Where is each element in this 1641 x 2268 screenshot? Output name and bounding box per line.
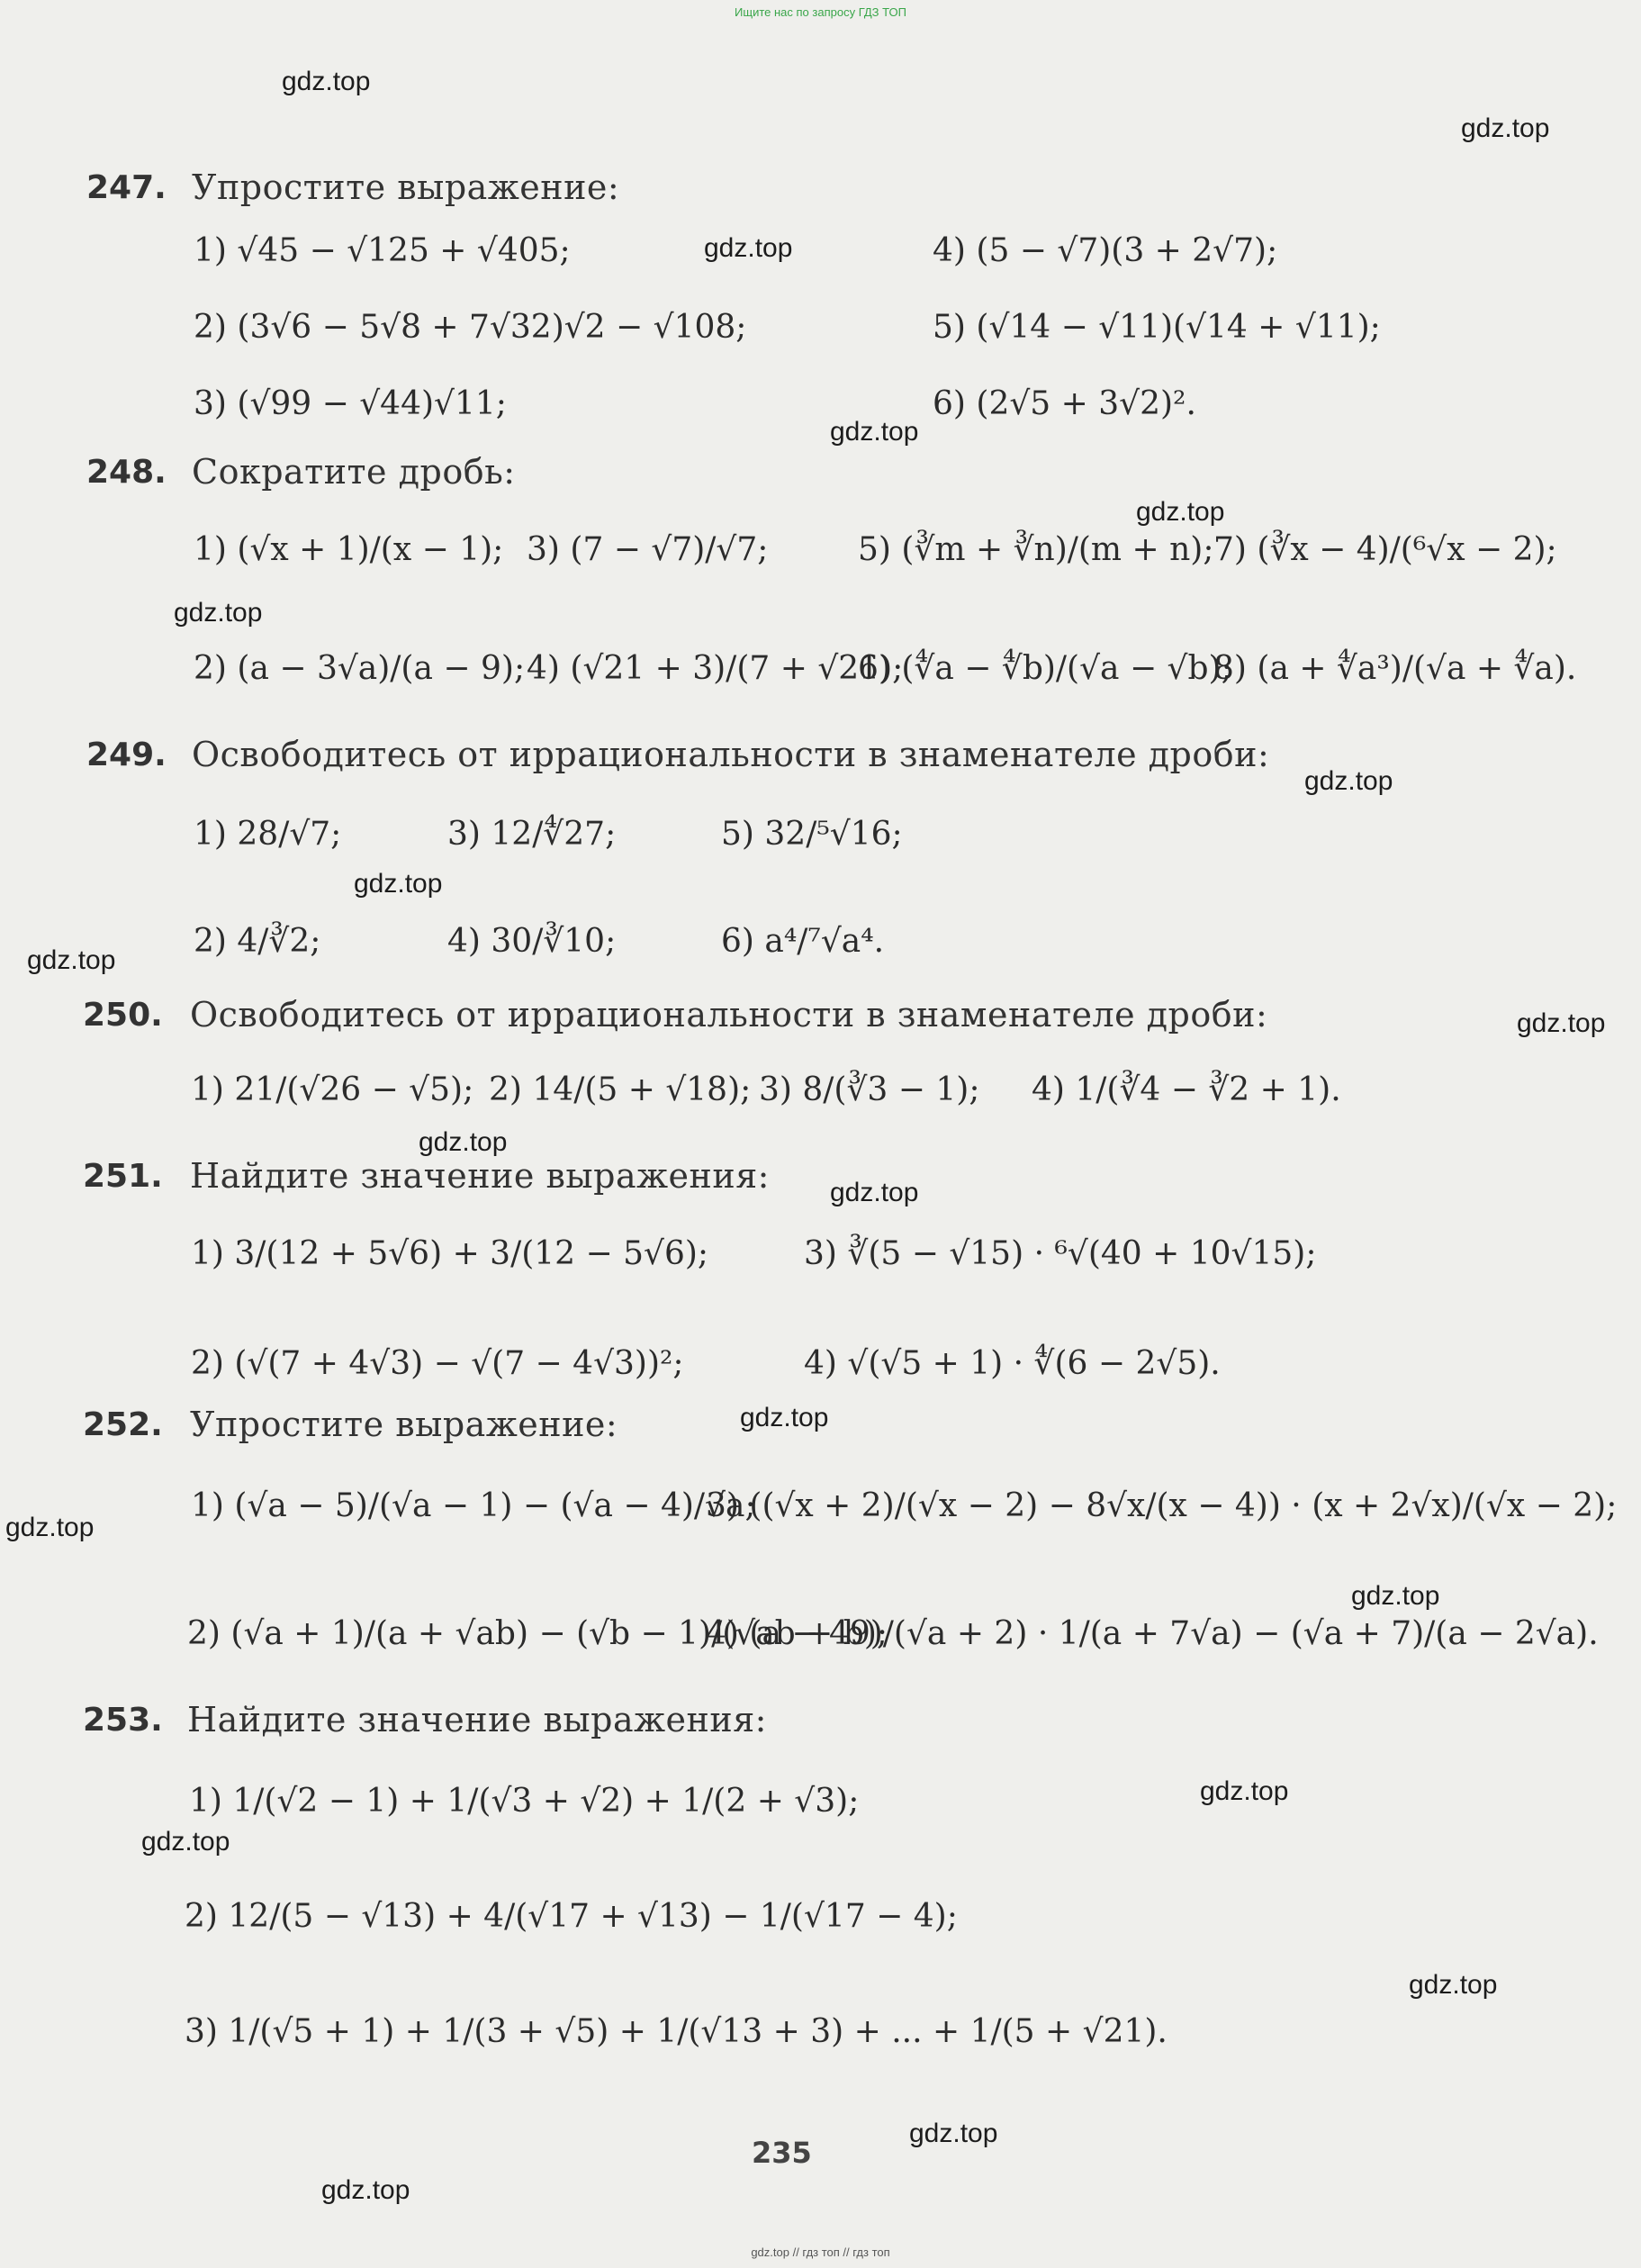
watermark: gdz.top [1517,1008,1606,1038]
problem-number: 248. [86,454,167,491]
watermark: gdz.top [1136,497,1225,527]
exercise-item: 1) √45 − √125 + √405; [194,232,571,269]
problem-title: Сократите дробь: [192,452,516,492]
watermark: gdz.top [354,869,443,899]
exercise-item: 5) (√14 − √11)(√14 + √11); [933,309,1381,346]
exercise-item: 4) √(√5 + 1) · ∜(6 − 2√5). [804,1345,1221,1382]
exercise-item: 1) 21/(√26 − √5); [191,1071,474,1108]
exercise-item: 3) (√99 − √44)√11; [194,385,507,422]
exercise-item: 6) (2√5 + 3√2)². [933,385,1196,422]
exercise-item: 5) 32/⁵√16; [721,816,903,853]
exercise-item: 1) 1/(√2 − 1) + 1/(√3 + √2) + 1/(2 + √3); [189,1783,860,1820]
exercise-item: 2) 4/∛2; [194,923,321,960]
page-number: 235 [752,2136,812,2170]
watermark: gdz.top [27,945,116,975]
exercise-item: 4) (a − 49)/(√a + 2) · 1/(a + 7√a) − (√a + 7)/(a − 2√a). [706,1615,1599,1652]
problem-number: 253. [83,1702,163,1739]
watermark: gdz.top [830,1178,919,1207]
bottom-banner: gdz.top // гдз топ // гдз топ [751,2245,890,2259]
exercise-item: 3) (7 − √7)/√7; [527,531,769,568]
exercise-item: 1) (√x + 1)/(x − 1); [194,531,504,568]
exercise-item: 3) ∛(5 − √15) · ⁶√(40 + 10√15); [804,1235,1317,1272]
exercise-item: 5) (∛m + ∛n)/(m + n); [858,531,1214,568]
exercise-item: 3) 12/∜27; [447,816,617,853]
watermark: gdz.top [1304,766,1393,796]
problem-title: Освободитесь от иррациональности в знаменателе дроби: [192,735,1270,774]
exercise-item: 4) (√21 + 3)/(7 + √21); [527,650,904,687]
watermark: gdz.top [740,1403,829,1432]
exercise-item: 1) 28/√7; [194,816,342,853]
problem-title: Найдите значение выражения: [190,1156,770,1196]
exercise-item: 2) (a − 3√a)/(a − 9); [194,650,526,687]
problem-title: Упростите выражение: [190,1405,618,1444]
watermark: gdz.top [282,67,371,96]
watermark: gdz.top [419,1127,508,1157]
exercise-item: 8) (a + ∜a³)/(√a + ∜a). [1213,650,1577,687]
exercise-item: 4) 1/(∛4 − ∛2 + 1). [1032,1071,1341,1108]
watermark: gdz.top [174,598,263,628]
watermark: gdz.top [909,2119,998,2148]
watermark: gdz.top [5,1513,95,1542]
watermark: gdz.top [321,2175,410,2205]
exercise-item: 2) 14/(5 + √18); [489,1071,752,1108]
exercise-item: 2) (3√6 − 5√8 + 7√32)√2 − √108; [194,309,747,346]
watermark: gdz.top [1409,1970,1498,2000]
exercise-item: 7) (∛x − 4)/(⁶√x − 2); [1213,531,1557,568]
problem-number: 250. [83,997,163,1034]
exercise-item: 1) 3/(12 + 5√6) + 3/(12 − 5√6); [191,1235,709,1272]
exercise-item: 2) (√a + 1)/(a + √ab) − (√b − 1)/(√ab + b); [187,1615,888,1652]
problem-title: Найдите значение выражения: [187,1700,767,1739]
watermark: gdz.top [1461,113,1550,143]
problem-number: 252. [83,1406,163,1443]
watermark: gdz.top [704,233,793,263]
exercise-item: 3) 8/(∛3 − 1); [759,1071,980,1108]
watermark: gdz.top [141,1827,230,1857]
watermark: gdz.top [1200,1776,1289,1806]
watermark: gdz.top [1351,1581,1440,1611]
exercise-item: 2) (√(7 + 4√3) − √(7 − 4√3))²; [191,1345,684,1382]
problem-number: 247. [86,169,167,206]
exercise-item: 2) 12/(5 − √13) + 4/(√17 + √13) − 1/(√17 − 4); [185,1898,958,1935]
exercise-item: 4) (5 − √7)(3 + 2√7); [933,232,1278,269]
problem-title: Освободитесь от иррациональности в знаменателе дроби: [190,995,1268,1035]
exercise-item: 3) ((√x + 2)/(√x − 2) − 8√x/(x − 4)) · (x + 2√x)/(√x − 2); [706,1487,1618,1524]
problem-title: Упростите выражение: [192,167,620,207]
top-banner: Ищите нас по запросу ГДЗ ТОП [735,5,906,19]
exercise-item: 3) 1/(√5 + 1) + 1/(3 + √5) + 1/(√13 + 3) + ... + 1/(5 + √21). [185,2013,1168,2050]
problem-number: 249. [86,736,167,773]
watermark: gdz.top [830,417,919,447]
exercise-item: 6) (∜a − ∜b)/(√a − √b); [858,650,1232,687]
problem-number: 251. [83,1158,163,1195]
exercise-item: 1) (√a − 5)/(√a − 1) − (√a − 4)/√a; [191,1487,756,1524]
exercise-item: 4) 30/∛10; [447,923,617,960]
exercise-item: 6) a⁴/⁷√a⁴. [721,923,885,960]
